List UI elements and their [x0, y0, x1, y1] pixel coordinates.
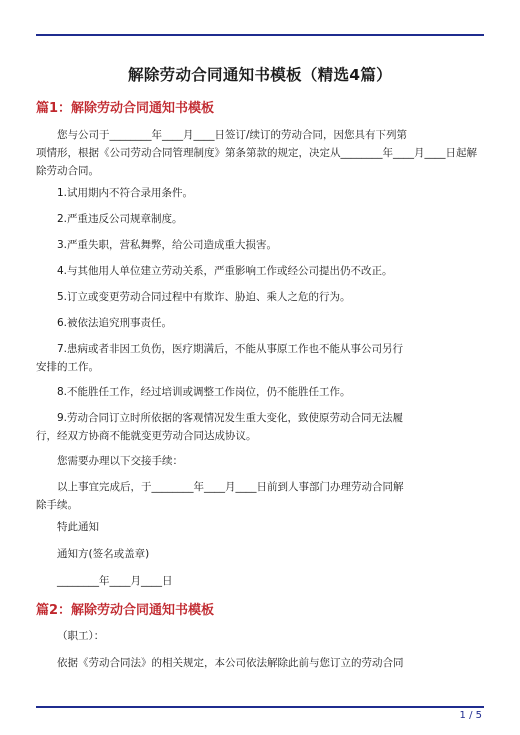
condition-item-6: 6.被依法追究刑事责任。 [57, 317, 173, 329]
condition-item-8: 8.不能胜任工作，经过培训或调整工作岗位，仍不能胜任工作。 [57, 386, 351, 398]
employee-salutation: （职工）： [57, 630, 105, 642]
header-rule [36, 34, 484, 36]
paragraph-line: 以上事宜完成后，于________年____月____日前到人事部门办理劳动合同解 [57, 481, 404, 493]
condition-item-1: 1.试用期内不符合录用条件。 [57, 187, 194, 199]
footer-rule [36, 706, 484, 708]
condition-item-5: 5.订立或变更劳动合同过程中有欺诈、胁迫、乘人之危的行为。 [57, 291, 351, 303]
paragraph-line: 行，经双方协商不能就变更劳动合同达成协议。 [36, 430, 257, 442]
condition-item-9 [36, 409, 484, 445]
condition-item-2: 2.严重违反公司规章制度。 [57, 213, 183, 225]
section-1-heading: 篇1：解除劳动合同通知书模板 [36, 101, 215, 116]
condition-item-4: 4.与其他用人单位建立劳动关系，严重影响工作或经公司提出仍不改正。 [57, 265, 393, 277]
notice-closing: 特此通知 [57, 521, 99, 533]
paragraph-line: 项情形，根据《公司劳动合同管理制度》第条第款的规定，决定从________年____月____日起解 [36, 147, 477, 159]
paragraph-line: 7.患病或者非因工负伤，医疗期满后，不能从事原工作也不能从事公司另行 [57, 343, 404, 355]
paragraph-line: 除手续。 [36, 499, 78, 511]
section-2-heading: 篇2：解除劳动合同通知书模板 [36, 603, 215, 618]
paragraph-line: 您与公司于________年____月____日签订/续订的劳动合同，因您具有下列第 [57, 129, 408, 141]
document-title: 解除劳动合同通知书模板（精选4篇） [128, 66, 392, 84]
paragraph-line: 安排的工作。 [36, 361, 99, 373]
handover-deadline-paragraph [36, 478, 484, 514]
paragraph-line: 9.劳动合同订立时所依据的客观情况发生重大变化，致使原劳动合同无法履 [57, 412, 404, 424]
paragraph-line: 除劳动合同。 [36, 165, 99, 177]
page-number: 1 / 5 [459, 710, 482, 721]
date-line: ________年____月____日 [57, 575, 173, 587]
section-2-body-line: 依据《劳动合同法》的相关规定，本公司依法解除此前与您订立的劳动合同 [57, 657, 404, 669]
handover-intro: 您需要办理以下交接手续： [57, 455, 183, 467]
section-1-intro-paragraph [36, 126, 484, 180]
condition-item-3: 3.严重失职，营私舞弊，给公司造成重大损害。 [57, 239, 278, 251]
condition-item-7 [36, 340, 484, 376]
notifier-signature-line: 通知方(签名或盖章) [57, 548, 150, 560]
